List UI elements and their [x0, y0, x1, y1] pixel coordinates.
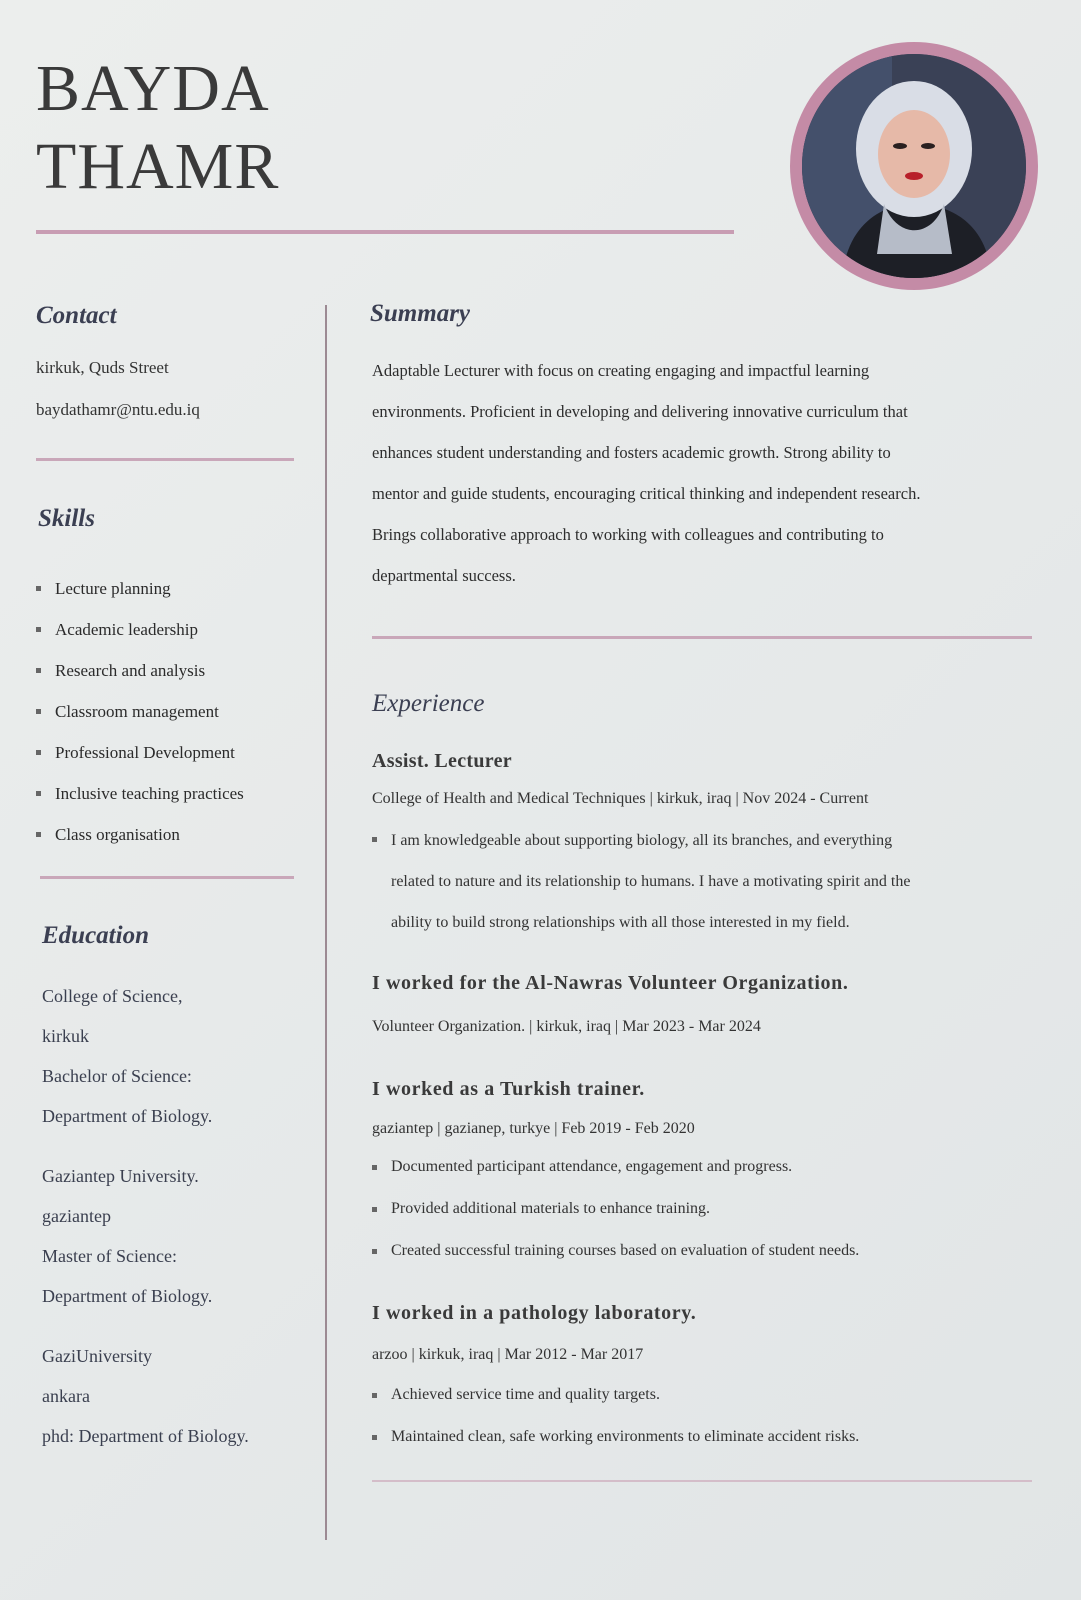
job-meta: gaziantep | gazianep, turkye | Feb 2019 - Feb 2020	[372, 1120, 695, 1137]
job-title: I worked in a pathology laboratory.	[372, 1302, 697, 1324]
education-city: ankara	[42, 1386, 90, 1406]
skill-item: Professional Development	[36, 742, 244, 783]
summary-line: Brings collaborative approach to working with colleagues and contributing to	[372, 525, 884, 544]
education-city: kirkuk	[42, 1026, 89, 1046]
job-meta: College of Health and Medical Techniques | kirkuk, iraq | Nov 2024 - Current	[372, 790, 869, 807]
skill-item: Academic leadership	[36, 619, 244, 660]
education-school: Gaziantep University.	[42, 1166, 199, 1186]
bullet-icon	[372, 1165, 377, 1170]
job-meta: arzoo | kirkuk, iraq | Mar 2012 - Mar 2017	[372, 1346, 644, 1363]
portrait-illustration	[802, 54, 1026, 278]
bullet-icon	[372, 1393, 377, 1398]
contact-heading: Contact	[36, 302, 117, 329]
job-bullets	[372, 1386, 859, 1470]
bullet-icon	[36, 832, 41, 837]
bullet-icon	[36, 586, 41, 591]
skill-item: Classroom management	[36, 701, 244, 742]
last-name: THAMR	[36, 130, 280, 203]
skills-heading: Skills	[38, 505, 95, 532]
bullet-icon	[36, 791, 41, 796]
bullet-icon	[36, 668, 41, 673]
skill-item: Inclusive teaching practices	[36, 783, 244, 824]
bullet-icon	[36, 627, 41, 632]
job-bullet: Maintained clean, safe working environments to eliminate accident risks.	[372, 1428, 859, 1470]
education-degree: Bachelor of Science:	[42, 1066, 192, 1086]
education-heading: Education	[42, 922, 149, 949]
job-bullet: I am knowledgeable about supporting biology, all its branches, and everything related to nature and its relationship to humans. I have a motivating spirit and the ability to build strong relationships with all those interested in my field.	[372, 820, 1032, 943]
bullet-icon	[36, 709, 41, 714]
education-degree: phd: Department of Biology.	[42, 1426, 249, 1446]
bullet-icon	[372, 1435, 377, 1440]
education-department: Department of Biology.	[42, 1106, 213, 1126]
skill-item: Research and analysis	[36, 660, 244, 701]
job-bullets	[372, 820, 1032, 943]
job-bullet: Provided additional materials to enhance training.	[372, 1200, 859, 1242]
contact-address: kirkuk, Quds Street	[36, 358, 169, 377]
education-entry-1	[42, 976, 212, 1136]
skills-divider	[40, 876, 294, 879]
job-meta: Volunteer Organization. | kirkuk, iraq | Mar 2023 - Mar 2024	[372, 1018, 761, 1035]
summary-line: departmental success.	[372, 566, 516, 585]
summary-line: environments. Proficient in developing and delivering innovative curriculum that	[372, 402, 908, 421]
bullet-icon	[372, 1249, 377, 1254]
column-divider	[325, 305, 327, 1540]
bullet-icon	[372, 1207, 377, 1212]
summary-text	[372, 350, 1032, 596]
summary-divider	[372, 636, 1032, 639]
job-bullet: Achieved service time and quality targets.	[372, 1386, 859, 1428]
contact-email[interactable]: baydathamr@ntu.edu.iq	[36, 400, 200, 419]
job-title: Assist. Lecturer	[372, 750, 512, 772]
header-divider	[36, 230, 734, 234]
skill-item: Lecture planning	[36, 578, 244, 619]
job-bullet: Created successful training courses based on evaluation of student needs.	[372, 1242, 859, 1284]
job-bullet: Documented participant attendance, engagement and progress.	[372, 1158, 859, 1200]
skill-item: Class organisation	[36, 824, 244, 865]
education-degree: Master of Science:	[42, 1246, 177, 1266]
education-department: Department of Biology.	[42, 1286, 213, 1306]
job-title: I worked as a Turkish trainer.	[372, 1078, 645, 1100]
contact-divider	[36, 458, 294, 461]
summary-heading: Summary	[370, 300, 471, 327]
education-school: College of Science,	[42, 986, 183, 1006]
summary-line: Adaptable Lecturer with focus on creating engaging and impactful learning	[372, 361, 870, 380]
education-entry-2	[42, 1156, 212, 1316]
job-title: I worked for the Al-Nawras Volunteer Organization.	[372, 972, 849, 994]
profile-photo	[790, 42, 1038, 290]
summary-line: mentor and guide students, encouraging critical thinking and independent research.	[372, 484, 921, 503]
experience-divider	[372, 1480, 1032, 1482]
first-name: BAYDA	[36, 52, 270, 125]
job-bullets	[372, 1158, 859, 1284]
candidate-name	[36, 50, 279, 206]
summary-line: enhances student understanding and fosters academic growth. Strong ability to	[372, 443, 891, 462]
education-city: gaziantep	[42, 1206, 111, 1226]
skills-list	[36, 578, 244, 865]
education-school: GaziUniversity	[42, 1346, 152, 1366]
bullet-icon	[36, 750, 41, 755]
experience-heading: Experience	[372, 690, 485, 717]
bullet-icon	[372, 837, 377, 842]
education-entry-3	[42, 1336, 249, 1456]
